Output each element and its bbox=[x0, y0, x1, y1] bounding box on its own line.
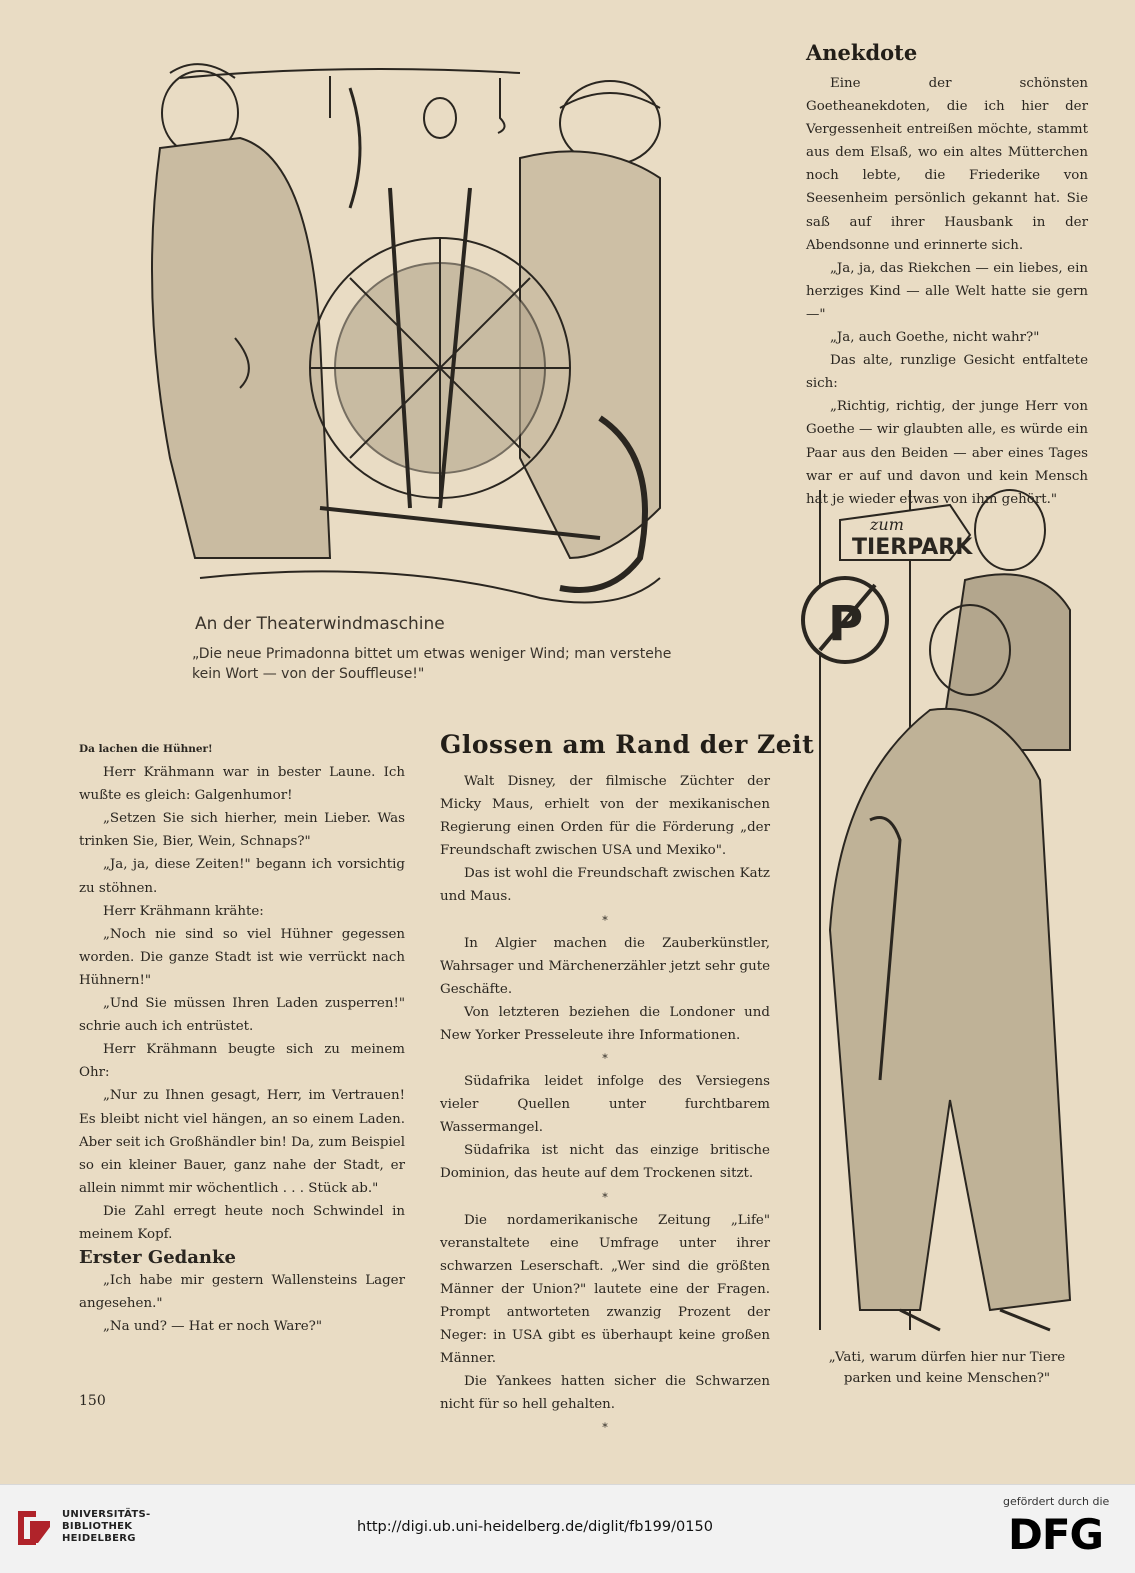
huehner-paragraph: „Nur zu Ihnen gesagt, Herr, im Vertrauen! Es bleibt nicht viel hängen, an so einem Laden. Aber seit ich Großhändler bin! Da, zum Beispiel so ein kleiner Bauer, ganz nahe der Stadt, er allein nimmt mir wöchentlich . . . Stück ab." bbox=[79, 1088, 405, 1196]
library-name-line: UNIVERSITÄTS- bbox=[62, 1509, 151, 1520]
caption-right: „Vati, warum dürfen hier nur Tiere parken und keine Menschen?" bbox=[828, 1350, 1066, 1386]
tierpark-illustration bbox=[800, 480, 1090, 1340]
anekdote-title: Anekdote bbox=[806, 40, 918, 65]
anekdote-paragraph: Das alte, runzlige Gesicht entfaltete sich: bbox=[806, 353, 1088, 392]
erster-title: Erster Gedanke bbox=[79, 1247, 236, 1269]
anekdote-paragraph: „Ja, ja, das Riekchen — ein liebes, ein herziges Kind — alle Welt hatte sie gern —" bbox=[806, 260, 1088, 322]
sign-tierpark: TIERPARK bbox=[852, 535, 973, 560]
footer-bar bbox=[0, 1484, 1135, 1573]
glossen-separator: * bbox=[602, 1421, 608, 1435]
huehner-paragraph: Herr Krähmann war in bester Laune. Ich wußte es gleich: Galgenhumor! bbox=[79, 765, 405, 804]
glossen-column bbox=[440, 770, 770, 1439]
erster-paragraph: „Na und? — Hat er noch Ware?" bbox=[103, 1319, 322, 1335]
huehner-paragraph: Herr Krähmann beugte sich zu meinem Ohr: bbox=[79, 1042, 405, 1081]
dfg-logo[interactable]: DFG bbox=[1008, 1510, 1104, 1559]
glossen-separator: * bbox=[602, 913, 608, 927]
page-number: 150 bbox=[79, 1393, 106, 1409]
huehner-paragraph: Die Zahl erregt heute noch Schwindel in meinem Kopf. bbox=[79, 1203, 405, 1242]
wind-machine-drawing bbox=[140, 38, 670, 608]
library-logo-icon bbox=[14, 1507, 54, 1549]
glossen-title: Glossen am Rand der Zeit bbox=[440, 730, 815, 759]
glossen-paragraph: Walt Disney, der filmische Züchter der Micky Maus, erhielt von der mexikanischen Regierung einen Orden für die Förderung „der Freundschaft zwischen USA und Mexiko". bbox=[440, 774, 770, 859]
glossen-paragraph: Die nordamerikanische Zeitung „Life" veranstaltete eine Umfrage unter ihrer schwarzen Leserschaft. „Wer sind die größten Männer der Union?" lautete eine der Fragen. Prompt antworteten zwanzig Prozent der Neger: in USA gibt es überhaupt keine großen Männer. bbox=[440, 1212, 770, 1367]
library-name-line: BIBLIOTHEK bbox=[62, 1521, 133, 1532]
funded-by-text: gefördert durch die bbox=[1003, 1495, 1110, 1508]
library-name bbox=[62, 1509, 151, 1545]
huehner-paragraph: „Noch nie sind so viel Hühner gegessen worden. Die ganze Stadt ist wie verrückt nach Hühnern!" bbox=[79, 926, 405, 988]
sign-zum: zum bbox=[870, 515, 904, 534]
huehner-paragraph: „Ja, ja, diese Zeiten!" begann ich vorsichtig zu stöhnen. bbox=[79, 857, 405, 896]
library-name-line: HEIDELBERG bbox=[62, 1533, 136, 1544]
glossen-paragraph: Südafrika leidet infolge des Versiegens vieler Quellen unter furchtbarem Wassermangel. bbox=[440, 1074, 770, 1136]
glossen-paragraph: Südafrika ist nicht das einzige britische Dominion, das heute auf dem Trockenen sitzt. bbox=[440, 1143, 770, 1182]
huehner-column bbox=[79, 738, 405, 1338]
university-library-logo[interactable] bbox=[14, 1507, 54, 1549]
sign-parking: P bbox=[828, 596, 864, 652]
huehner-paragraph: „Und Sie müssen Ihren Laden zusperren!" schrie auch ich entrüstet. bbox=[79, 996, 405, 1035]
caption-left-text: „Die neue Primadonna bittet um etwas weniger Wind; man verstehe kein Wort — von der Souffleuse!" bbox=[192, 646, 672, 682]
source-url-link[interactable]: http://digi.ub.uni-heidelberg.de/diglit/fb199/0150 bbox=[357, 1519, 713, 1535]
caption-left-title: An der Theaterwindmaschine bbox=[195, 614, 445, 634]
glossen-paragraph: Das ist wohl die Freundschaft zwischen Katz und Maus. bbox=[440, 866, 770, 905]
wind-machine-illustration bbox=[140, 38, 670, 608]
huehner-title: Da lachen die Hühner! bbox=[79, 743, 213, 755]
huehner-paragraph: Herr Krähmann krähte: bbox=[103, 903, 264, 919]
glossen-paragraph: Die Yankees hatten sicher die Schwarzen nicht für so hell gehalten. bbox=[440, 1374, 770, 1413]
glossen-separator: * bbox=[602, 1190, 608, 1204]
anekdote-paragraph: Eine der schönsten Goetheanekdoten, die ich hier der Vergessenheit entreißen möchte, stammt aus dem Elsaß, wo ein altes Mütterchen noch lebte, die Friederike von Seesenheim persönlich gekannt hat. Sie saß auf ihrer Hausbank in der Abendsonne und erinnerte sich. bbox=[806, 76, 1088, 253]
glossen-paragraph: In Algier machen die Zauberkünstler, Wahrsager und Märchenerzähler jetzt sehr gute Geschäfte. bbox=[440, 935, 770, 997]
anekdote-body bbox=[806, 72, 1088, 511]
erster-paragraph: „Ich habe mir gestern Wallensteins Lager angesehen." bbox=[79, 1273, 405, 1312]
huehner-paragraph: „Setzen Sie sich hierher, mein Lieber. Was trinken Sie, Bier, Wein, Schnaps?" bbox=[79, 811, 405, 850]
glossen-separator: * bbox=[602, 1052, 608, 1066]
anekdote-paragraph: „Ja, auch Goethe, nicht wahr?" bbox=[830, 330, 1040, 346]
tierpark-drawing bbox=[800, 480, 1090, 1340]
anekdote-paragraph: „Richtig, richtig, der junge Herr von Goethe — wir glaubten alle, es würde ein Paar aus den Beiden — aber eines Tages war er auf und davon und kein Mensch hat je wieder etwas von ihm gehört." bbox=[806, 399, 1088, 507]
glossen-paragraph: Von letzteren beziehen die Londoner und New Yorker Presseleute ihre Informationen. bbox=[440, 1004, 770, 1043]
